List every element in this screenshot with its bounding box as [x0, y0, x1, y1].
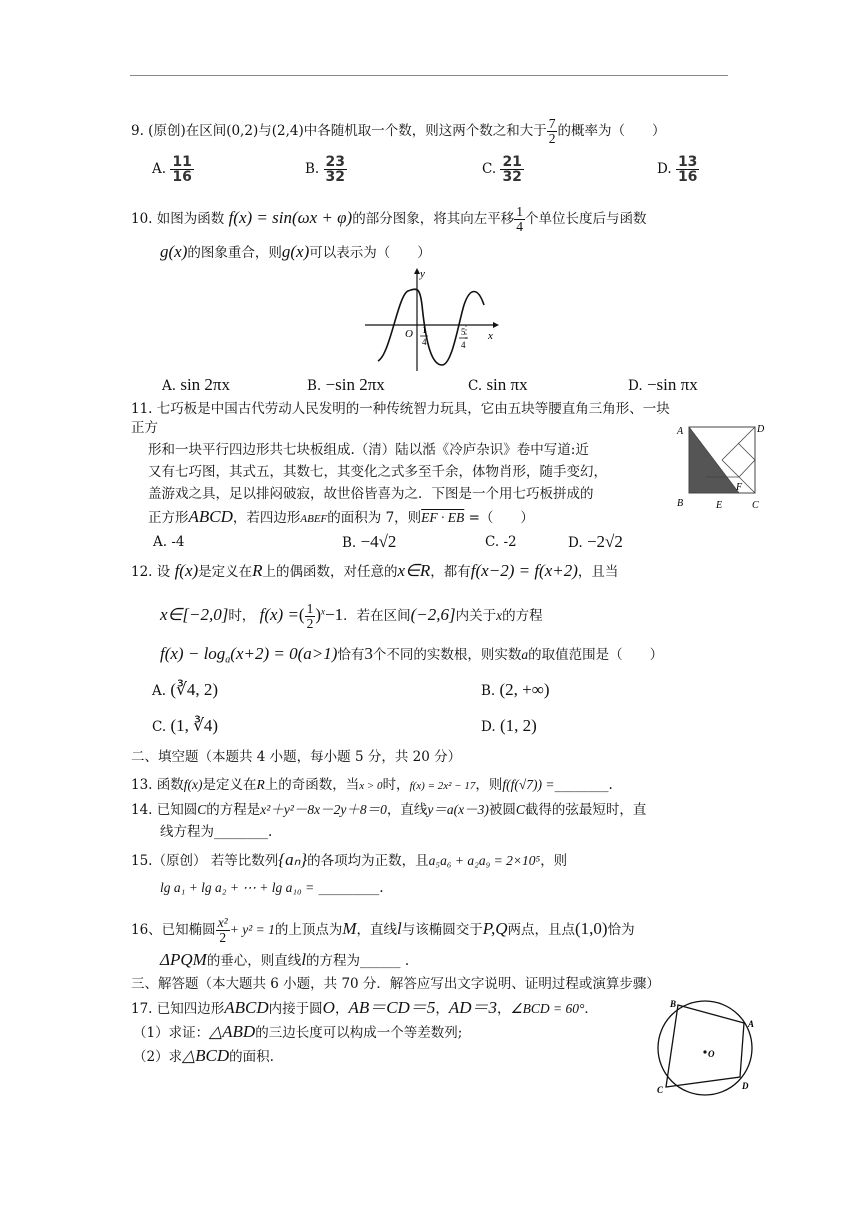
q11-label-c: C: [752, 500, 759, 511]
q17-center-dot: [703, 1050, 706, 1053]
q17-bcd: △BCD: [182, 1046, 230, 1065]
section-2-heading: 二、填空题（本题共 4 小题，每小题 5 分，共 20 分）: [131, 749, 462, 765]
q9-a-num: 11: [172, 154, 192, 170]
q16-fraction: [216, 916, 230, 945]
q11-d-label: D.: [568, 535, 583, 551]
q14-c: C: [197, 802, 207, 817]
q11-line-5: 盖游戏之具，足以排闷破寂，故世俗皆喜为之．下图是一个用七巧板拼成的: [148, 486, 594, 502]
q10-l2d: 可以表示为（ ）: [309, 245, 431, 261]
q9-option-a-label: A.: [152, 161, 167, 177]
q13-c: 是定义在: [202, 777, 257, 793]
q16-l1c: 的上顶点为: [274, 922, 343, 938]
q12-option-b[interactable]: [481, 681, 550, 700]
q12-l2g: 内关于: [455, 608, 497, 624]
q13-cond: x > 0: [359, 780, 383, 792]
q12-l3e: 个不同的实数根，则实数: [372, 647, 522, 663]
q12-c-text: (1, ∛4): [170, 716, 219, 735]
q11-line-6: [148, 508, 534, 528]
q11-b-text: −4√2: [360, 532, 397, 551]
q12-fx-eq: f(x) =: [259, 605, 299, 624]
q17-l2a: （1）求证：: [133, 1025, 210, 1041]
q16-frac-den: 2: [219, 930, 227, 945]
q12-periodic: f(x−2) = f(x+2): [470, 561, 578, 580]
q15-sum: lg a₁ + lg a₂ + ⋯ + lg a₁₀ =: [160, 880, 315, 895]
q10-line-2: [160, 243, 431, 262]
q17-l3a: （2）求: [133, 1049, 183, 1065]
q11-label-f: F: [736, 482, 743, 493]
q13-expr: f(f(√7)) =: [502, 777, 555, 792]
q10-x-arrow-icon: [493, 322, 499, 328]
q12-l1a: 12. 设: [131, 564, 171, 580]
q12-x-in-r: x∈R: [397, 561, 431, 580]
q16-line-1: [131, 916, 635, 945]
q10-l1c: 的部分图象，将其向左平移: [352, 211, 515, 227]
q12-eq-b: (x+2) = 0(a>1): [230, 644, 338, 663]
q10-origin-label: O: [405, 328, 413, 340]
q9-stem-b: 的概率为（ ）: [557, 123, 666, 139]
q11-option-b[interactable]: [342, 533, 396, 552]
q9-option-a-fraction: [170, 155, 193, 184]
q13-def: f(x) = 2x² − 17: [409, 780, 476, 792]
q16-l1g: 与该椭圆交于: [401, 922, 483, 938]
q10-l1a: 10. 如图为函数: [131, 211, 225, 227]
q10-frac-den: 4: [516, 219, 523, 234]
q16-l1e: ，直线: [356, 922, 398, 938]
q11-b-label: B.: [342, 535, 357, 551]
q11-abcd: ABCD: [188, 507, 233, 526]
q10-frac-num: 1: [516, 204, 523, 219]
q11-l6g: =（ ）: [464, 510, 534, 526]
q9-option-c-fraction: [500, 155, 523, 184]
q12-half: [305, 602, 316, 631]
q12-d-text: (1, 2): [499, 716, 537, 735]
q17-l1e: ，: [334, 1001, 349, 1017]
q17-l1g: ，: [435, 1001, 449, 1017]
q11-option-d[interactable]: [568, 533, 623, 552]
q11-a-label: A.: [153, 534, 168, 550]
header-rule: [130, 75, 728, 76]
q9-d-den: 16: [677, 169, 698, 185]
q9-option-b-label: B.: [305, 161, 320, 177]
q16-ellipse: + y² = 1: [229, 922, 275, 937]
q12-l1g: ，都有: [430, 564, 471, 580]
q11-l6e: 的面积为 7，则: [327, 510, 422, 526]
q14-circle-eq: x²＋y²－8x－2y＋8＝0: [260, 802, 387, 817]
q13-a: 13. 函数: [131, 777, 184, 793]
q16-line-2: [160, 951, 409, 970]
q13-g: 时，: [382, 777, 410, 793]
q9-stem-a: 9. (原创)在区间(0,2)与(2,4)中各随机取一个数，则这两个数之和大于: [131, 123, 547, 139]
q10-g-2: g(x): [281, 242, 310, 261]
q10-a-label: A.: [162, 378, 177, 394]
q17-ad: AD＝3: [448, 998, 497, 1017]
q11-line-3: 形和一块平行四边形共七块板组成.（清）陆以湉《冷庐杂识》卷中写道:近: [148, 442, 589, 458]
q10-g: g(x): [160, 242, 188, 261]
q17-l1i: ，: [497, 1001, 511, 1017]
q14-l1c: 的方程是: [206, 802, 261, 818]
q15-cond: a₅a₆ + a₂a₉ = 2×10⁵: [428, 853, 541, 868]
q12-option-a[interactable]: [152, 681, 218, 700]
q17-label-o: O: [708, 1049, 715, 1059]
q10-a-text: sin 2πx: [180, 375, 231, 394]
q10-fraction: [514, 205, 525, 234]
q9-option-d-fraction: [676, 155, 699, 184]
q12-half-num: 1: [306, 601, 314, 616]
q11-line-4: 又有七巧图，其式五，其数七，其变化之式多至千余，体物肖形，随手变幻，: [148, 464, 607, 480]
q12-option-c[interactable]: [152, 717, 218, 736]
q15-l1e: ，则: [540, 853, 568, 869]
q17-abcd: ABCD: [224, 998, 269, 1017]
q9-option-b-fraction: [324, 155, 347, 184]
q16-point: (1,0): [575, 919, 608, 938]
q9-d-num: 13: [677, 154, 698, 170]
q9-c-den: 32: [502, 169, 522, 185]
q9-c-num: 21: [502, 154, 522, 170]
q16-triangle: ΔPQM: [160, 950, 207, 969]
q9-a-den: 16: [172, 169, 192, 185]
q10-l2b: 的图象重合，则: [187, 245, 282, 261]
q12-l2e: ．若在区间: [343, 608, 411, 624]
q17-label-d: D: [742, 1081, 749, 1091]
q15-seq: {aₙ}: [278, 850, 308, 869]
q12-d-label: D.: [481, 719, 496, 735]
q10-l1d: 个单位长度后与函数: [524, 211, 647, 227]
q15-line-1: [131, 851, 567, 870]
q10-tick1-num: 1: [422, 325, 427, 335]
q16-l: l: [397, 919, 402, 938]
q10-tick2-den: 4: [461, 340, 466, 350]
q15-l1a: 15.（原创） 若等比数列: [131, 853, 279, 869]
q10-d-text: −sin πx: [646, 375, 698, 394]
q10-y-label: y: [420, 268, 425, 280]
q9-option-c[interactable]: [482, 155, 524, 184]
q12-a-text: (∛4, 2): [170, 680, 218, 699]
q9-stem: [131, 117, 665, 146]
q14-line-eq: y＝a(x－3): [427, 802, 489, 817]
q11-tan-line4: [738, 443, 755, 460]
q9-option-b[interactable]: [305, 155, 347, 184]
q17-line-1: [131, 999, 598, 1018]
q11-a-text: -4: [171, 534, 185, 550]
section-3-heading: 三、解答题（本大题共 6 小题，共 70 分．解答应写出文字说明、证明过程或演算步骤）: [131, 976, 660, 992]
q11-label-d: D: [757, 424, 765, 435]
q9-frac-den: 2: [548, 131, 556, 146]
q12-b-text: (2, +∞): [499, 680, 550, 699]
q17-line-3: [133, 1047, 274, 1066]
q15-l1c: 的各项均为正数，且: [307, 853, 429, 869]
q10-option-c[interactable]: [468, 376, 528, 395]
q16-m: M: [342, 919, 357, 938]
q12-exponent: x: [321, 606, 326, 617]
q11-c-text: -2: [503, 534, 517, 550]
q10-tick2-num: 5: [461, 327, 466, 337]
q11-label-e: E: [716, 500, 723, 511]
q10-d-label: D.: [628, 378, 643, 394]
q12-log-base: a: [225, 654, 231, 666]
q10-b-label: B.: [307, 378, 322, 394]
q9-option-c-label: C.: [482, 161, 497, 177]
q11-tan-line5: [739, 460, 755, 477]
q14-line-2: 线方程为________.: [160, 824, 273, 840]
q13-r: R: [256, 777, 265, 792]
q15-blank[interactable]: _________.: [318, 880, 384, 896]
q10-c-label: C.: [468, 378, 483, 394]
q17-label-a: A: [748, 1019, 755, 1029]
q12-r: R: [252, 561, 263, 580]
q14-line-1: [131, 801, 646, 819]
q10-x-label: x: [488, 330, 493, 342]
q12-eq-a: f(x) − log: [160, 644, 226, 663]
q11-option-c[interactable]: [485, 533, 517, 551]
q9-b-num: 23: [325, 154, 345, 170]
q9-option-d-label: D.: [657, 161, 672, 177]
q13-i: ，则: [475, 777, 503, 793]
q12-option-d[interactable]: [481, 717, 537, 736]
q16-l-2: l: [301, 950, 307, 969]
q17-l1a: 17. 已知四边形: [131, 1001, 225, 1017]
q12-l1c: 是定义在: [198, 564, 253, 580]
q10-option-d[interactable]: [628, 376, 698, 395]
q17-l3c: 的面积.: [229, 1049, 274, 1065]
q12-minus-one: −1: [325, 605, 344, 624]
q12-line-3: [160, 645, 663, 670]
q9-b-den: 32: [325, 169, 345, 185]
q17-l1k: ．: [584, 1001, 598, 1017]
q11-option-a[interactable]: [153, 533, 185, 551]
q11-line-1: 11. 七巧板是中国古代劳动人民发明的一种传统智力玩具，它由五块等腰直角三角形、一块: [131, 401, 670, 417]
q10-function: f(x) = sin(ωx + φ): [228, 208, 353, 227]
q10-c-text: sin πx: [486, 375, 528, 394]
q14-l1g: 被圆: [488, 802, 516, 818]
q10-line-1: [131, 205, 646, 234]
q11-abef: ABEF: [300, 513, 328, 525]
q17-label-c: C: [657, 1085, 664, 1095]
q12-l1i: ，且当: [577, 564, 619, 580]
q17-abd: △ABD: [209, 1022, 256, 1041]
q12-a: a: [521, 647, 529, 662]
q12-interval: x∈[−2,0]: [160, 605, 229, 624]
q13-e: 上的奇函数，当: [264, 777, 360, 793]
q12-interval-2: (−2,6]: [410, 605, 456, 624]
q14-l1e: ，直线: [386, 802, 428, 818]
q17-angle: ∠BCD = 60°: [510, 1001, 585, 1016]
q12-b-label: B.: [481, 683, 496, 699]
q16-l2b: 的垂心，则直线: [206, 953, 302, 969]
q13-blank[interactable]: ________.: [554, 777, 613, 793]
q12-three: 3: [364, 644, 373, 663]
q11-line-2: 正方: [131, 420, 158, 436]
q17-ab-cd: AB＝CD＝5: [348, 998, 436, 1017]
q17-o: O: [322, 998, 335, 1017]
q16-l1i: 两点，且点: [507, 922, 576, 938]
q17-quadrilateral: [666, 1005, 744, 1087]
q17-circle-figure: [648, 998, 768, 1098]
q16-l1k: 恰为: [607, 922, 635, 938]
q9-option-a[interactable]: [152, 155, 194, 184]
q17-l2c: 的三边长度可以构成一个等差数列;: [255, 1025, 463, 1041]
q12-half-den: 2: [306, 616, 314, 631]
q12-x: x: [496, 608, 503, 623]
q12-l3g: 的取值范围是（ ）: [528, 647, 664, 663]
q11-l6a: 正方形: [148, 510, 189, 526]
q11-vectors: EF · EB: [421, 510, 465, 525]
q9-frac-num: 7: [548, 116, 556, 131]
q12-l3c: 恰有: [337, 647, 365, 663]
q11-label-b: B: [677, 498, 684, 509]
q13-line: [131, 776, 613, 795]
q10-option-a[interactable]: [162, 376, 230, 395]
q9-fraction: [547, 117, 558, 146]
q11-d-text: −2√2: [586, 532, 623, 551]
q11-l6c: ，若四边形: [232, 510, 301, 526]
q17-line-2: [133, 1023, 462, 1042]
q12-l1e: 上的偶函数，对任意的: [262, 564, 398, 580]
q12-l2i: 的方程: [502, 608, 543, 624]
q11-label-a: A: [677, 426, 684, 437]
q14-l1i: 截得的弦最短时，直: [524, 802, 647, 818]
q12-fx: f(x): [174, 561, 199, 580]
q14-c2: C: [515, 802, 525, 817]
q13-fx: f(x): [183, 777, 203, 792]
q10-b-text: −sin 2πx: [325, 375, 385, 394]
q12-c-label: C.: [152, 719, 167, 735]
q17-l1c: 内接于圆: [268, 1001, 323, 1017]
q14-l1a: 14. 已知圆: [131, 802, 198, 818]
q10-tick1-den: 4: [422, 337, 427, 347]
q15-line-2: [160, 879, 384, 897]
q12-line-2: x∈[−2,0]时， f(x) =( $\frac{1}{2}$ )$^x$−1．若在区间(−2,6]内关于x的方程: [160, 601, 543, 631]
q11-tangram-figure: [676, 420, 768, 514]
q12-l2b: 时，: [228, 608, 256, 624]
q16-frac-num: x²: [217, 915, 228, 930]
q12-a-label: A.: [152, 683, 167, 699]
q10-option-b[interactable]: [307, 376, 385, 395]
q10-sine-graph: [360, 265, 500, 375]
q12-line-1: [131, 562, 618, 581]
q16-l1a: 16、已知椭圆: [131, 922, 216, 938]
q10-sine-curve: [378, 289, 484, 365]
q9-option-d[interactable]: [657, 155, 699, 184]
q17-label-b: B: [670, 999, 677, 1009]
q16-l2d: 的方程为______ .: [306, 953, 410, 969]
q11-c-label: C.: [485, 534, 500, 550]
q16-pq: P,Q: [482, 919, 508, 938]
